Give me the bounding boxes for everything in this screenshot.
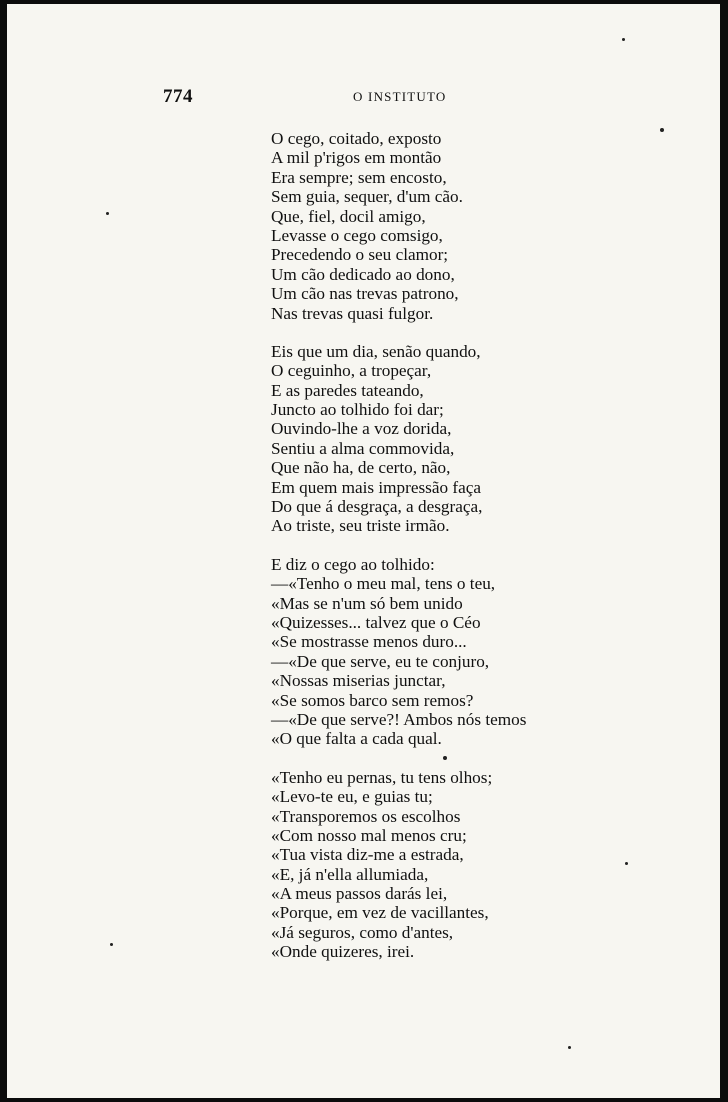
verse-line: «Tua vista diz-me a estrada, [271,845,464,865]
page-header [0,0,728,110]
verse-line: E as paredes tateando, [271,380,424,400]
verse-line: Que, fiel, docil amigo, [271,206,426,226]
verse-line: A mil p'rigos em montão [271,148,442,168]
verse-line: Precedendo o seu clamor; [271,245,449,265]
page-number: 774 [163,86,193,107]
stanza [271,129,701,323]
verse-line: «Já seguros, como d'antes, [271,922,454,942]
ink-speck [660,128,664,132]
poem [271,129,701,981]
verse-line: Em quem mais impressão faça [271,477,482,497]
verse-line: «Se mostrasse menos duro... [271,632,467,652]
ink-speck [625,862,628,865]
verse-line: Nas trevas quasi fulgor. [271,303,434,323]
ink-speck [106,212,109,215]
verse-line: E diz o cego ao tolhido: [271,554,435,574]
verse-line: «Quizesses... talvez que o Céo [271,612,481,632]
verse-line: «O que falta a cada qual. [271,729,442,749]
verse-line: «Levo-te eu, e guias tu; [271,787,433,807]
verse-line: «Transporemos os escolhos [271,806,461,826]
ink-speck [622,38,625,41]
ink-speck [568,1046,571,1049]
verse-line: «A meus passos darás lei, [271,884,448,904]
verse-line: «Onde quizeres, irei. [271,942,415,962]
verse-line: —«De que serve, eu te conjuro, [271,651,490,671]
verse-line: Levasse o cego comsigo, [271,225,443,245]
verse-line: «Tenho eu pernas, tu tens olhos; [271,767,493,787]
verse-line: «E, já n'ella allumiada, [271,864,429,884]
verse-line: Sentiu a alma commovida, [271,438,455,458]
verse-line: «Porque, em vez de vacillantes, [271,903,489,923]
verse-line: Um cão dedicado ao dono, [271,264,455,284]
ink-speck [110,943,113,946]
ink-speck [443,756,447,760]
stanza [271,768,701,962]
verse-line: —«De que serve?! Ambos nós temos [271,709,527,729]
verse-line: Eis que um dia, senão quando, [271,341,481,361]
verse-line: Juncto ao tolhido foi dar; [271,400,444,420]
stanza [271,342,701,536]
verse-line: «Mas se n'um só bem unido [271,593,463,613]
running-title: O INSTITUTO [353,89,447,104]
verse-line: «Com nosso mal menos cru; [271,825,467,845]
verse-line: «Nossas miserias junctar, [271,671,446,691]
verse-line: Que não ha, de certo, não, [271,458,451,478]
verse-line: «Se somos barco sem remos? [271,690,474,710]
verse-line: O cego, coitado, exposto [271,129,442,148]
verse-line: —«Tenho o meu mal, tens o teu, [271,574,496,594]
verse-line: Sem guia, sequer, d'um cão. [271,187,463,207]
verse-line: Ouvindo-lhe a voz dorida, [271,419,452,439]
verse-line: Do que á desgraça, a desgraça, [271,497,483,517]
verse-line: O ceguinho, a tropeçar, [271,361,432,381]
verse-line: Um cão nas trevas patrono, [271,284,459,304]
verse-line: Era sempre; sem encosto, [271,167,447,187]
verse-line: Ao triste, seu triste irmão. [271,516,450,536]
stanza [271,555,701,749]
